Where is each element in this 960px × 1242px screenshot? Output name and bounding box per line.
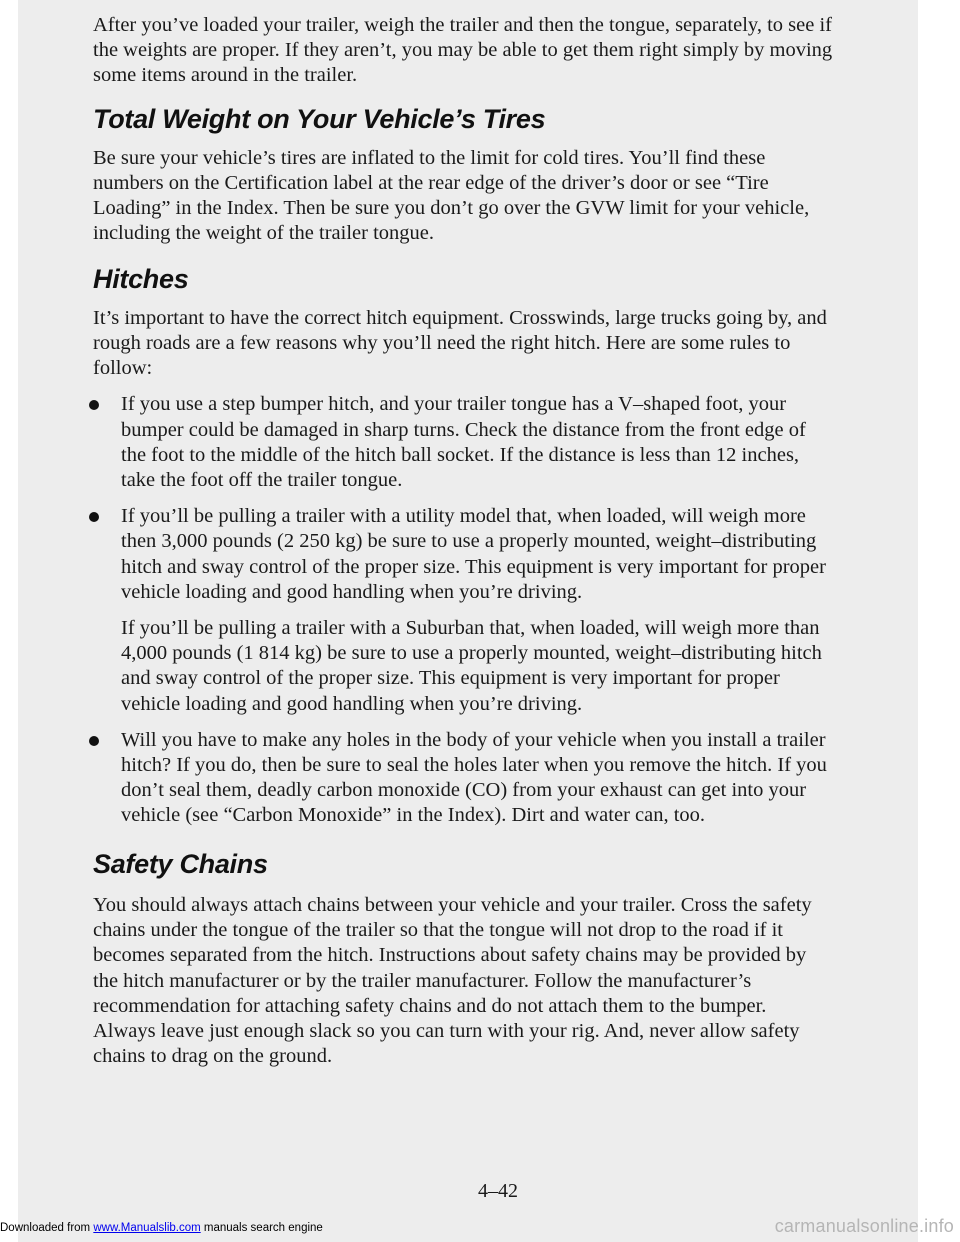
hitch-rules-list <box>93 392 833 828</box>
bullet-icon <box>89 736 99 746</box>
watermark: carmanualsonline.info <box>774 1216 954 1236</box>
list-item-continuation <box>93 616 833 717</box>
hitches-paragraph: It’s important to have the correct hitch equipment. Crosswinds, large trucks going by, and rough roads are a few reasons why you’ll need the right hitch. Here are some rules to follow: <box>93 306 827 380</box>
footer-prefix: Downloaded from <box>0 1222 94 1234</box>
download-footer <box>0 1222 323 1234</box>
page-number: 4–42 <box>478 1180 518 1202</box>
intro-paragraph: After you’ve loaded your trailer, weigh the trailer and then the tongue, separately, to see if the weights are proper. If they aren’t, you may be able to get them right simply by moving some items around in the trailer. <box>93 14 833 87</box>
list-item <box>93 728 833 829</box>
footer-suffix: manuals search engine <box>200 1222 323 1234</box>
bullet-icon <box>89 400 99 410</box>
list-item-text: If you use a step bumper hitch, and your trailer tongue has a V–shaped foot, your bumper could be damaged in sharp turns. Check the distance from the front edge of the foot to the middle of the hitch ball socket. If the distance is less than 12 inches, take the foot off the trailer tongue. <box>121 393 806 492</box>
list-item-text: If you’ll be pulling a trailer with a utility model that, when loaded, will weigh more then 3,000 pounds (2 250 kg) be sure to use a properly mounted, weight–distributing hitch and sway control of the proper size. This equipment is very important for proper vehicle loading and good handling when you’re driving. <box>121 505 826 603</box>
list-item-text: If you’ll be pulling a trailer with a Suburban that, when loaded, will weigh more than 4,000 pounds (1 814 kg) be sure to use a properly mounted, weight–distributing hitch and sway control of the proper size. This equipment is very important for proper vehicle loading and good handling when you’re driving. <box>121 617 822 715</box>
manualslib-link[interactable]: www.Manualslib.com <box>93 1222 201 1234</box>
safety-chains-paragraph: You should always attach chains between your vehicle and your trailer. Cross the safety chains under the tongue of the trailer so that the tongue will not drop to the road if it becomes separated from the hitch. Instructions about safety chains may be provided by the hitch manufacturer or by the trailer manufacturer. Follow the manufacturer’s recommendation for attaching safety chains and do not attach them to the bumper. Always leave just enough slack so you can turn with your rig. And, never allow safety chains to drag on the ground. <box>93 893 812 1068</box>
page-content <box>93 13 833 1069</box>
heading-safety-chains: Safety Chains <box>93 848 268 879</box>
list-item <box>93 392 833 493</box>
total-weight-paragraph: Be sure your vehicle’s tires are inflated to the limit for cold tires. You’ll find these numbers on the Certification label at the rear edge of the driver’s door or see “Tire Loading” in the Index. Then be sure you don’t go over the GVW limit for your vehicle, including the weight of the trailer tongue. <box>93 146 810 245</box>
list-item <box>93 504 833 605</box>
heading-total-weight: Total Weight on Your Vehicle’s Tires <box>93 103 546 134</box>
bullet-icon <box>89 512 99 522</box>
list-item-text: Will you have to make any holes in the body of your vehicle when you install a trailer hitch? If you do, then be sure to seal the holes later when you remove the hitch. If you don’t seal them, deadly carbon monoxide (CO) from your exhaust can get into your vehicle (see “Carbon Monoxide” in the Index). Dirt and water can, too. <box>121 728 827 827</box>
heading-hitches: Hitches <box>93 263 189 294</box>
